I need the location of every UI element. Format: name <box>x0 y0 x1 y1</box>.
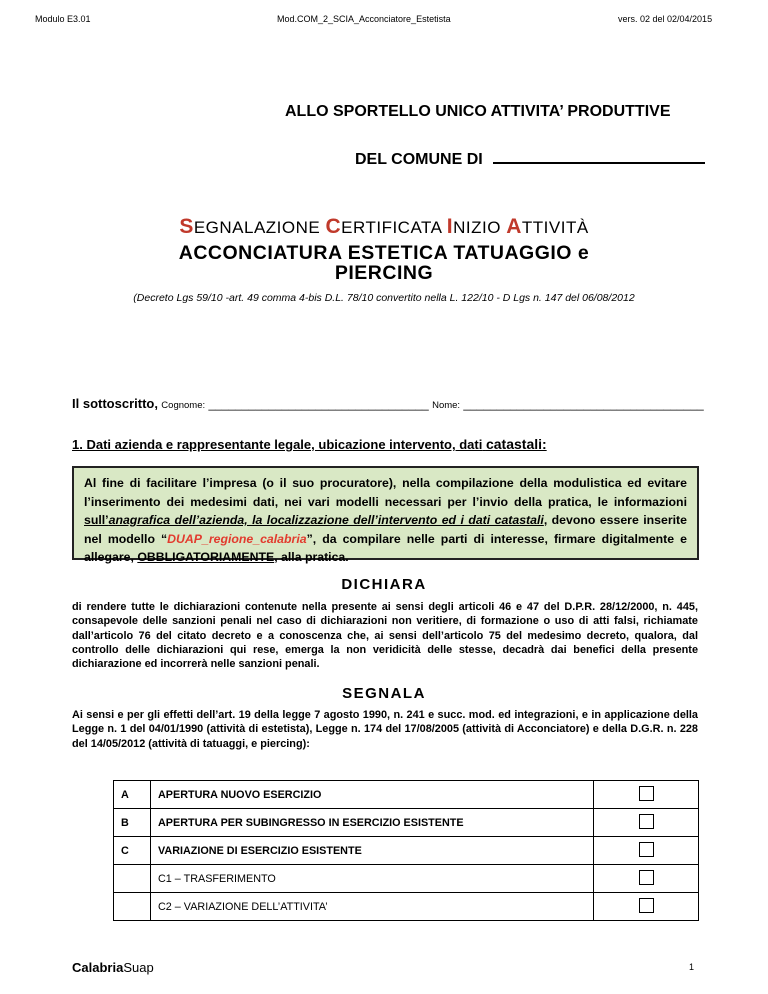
option-c2-checkbox[interactable] <box>639 898 654 913</box>
option-key <box>114 893 151 921</box>
scia-word-4: TTIVITÀ <box>521 218 589 237</box>
info-text-1: Al fine di facilitare l’impresa (o il suo procuratore), nella compilazione della modulistica ed evitare l’inserimento dei medesimi dati, nei vari modelli necessari per l’invio della pratica, le informazioni <box>84 476 687 509</box>
dichiara-text: di rendere tutte le dichiarazioni contenute nella presente ai sensi degli articoli 46 e 47 del D.P.R. 28/12/2000, n. 445, consapevole delle sanzioni penali nel caso di dichiarazioni non veritiere, di formazione o uso di atti falsi, richiamate dall’articolo 76 del citato decreto e a conoscenza che, ai sensi dell’articolo 75 del medesimo decreto, qualora, dal controllo delle dichiarazioni qui rese, emerga la non veridicità delle stesse, decadrà dai benefici della presente dichiarazione ed incorrerà nelle sanzioni penali. <box>72 601 698 671</box>
option-key: A <box>114 781 151 809</box>
activity-title-line-1: ACCONCIATURA ESTETICA TATUAGGIO e <box>178 242 590 264</box>
option-label: C1 – TRASFERIMENTO <box>151 865 594 893</box>
info-text-8: , alla pratica. <box>274 550 349 564</box>
info-text-3: anagrafica dell’azienda, la localizzazione dell’intervento ed i dati catastali <box>108 513 544 527</box>
addressee-line-2 <box>355 148 705 169</box>
info-text-2: sull’ <box>84 513 109 527</box>
option-key: B <box>114 809 151 837</box>
option-label: VARIAZIONE DI ESERCIZIO ESISTENTE <box>151 837 594 865</box>
info-text-mandatory: OBBLIGATORIAMENTE <box>137 550 275 564</box>
option-label: C2 – VARIAZIONE DELL’ATTIVITA’ <box>151 893 594 921</box>
scia-title <box>0 215 768 239</box>
option-row <box>114 893 699 921</box>
decree-reference: (Decreto Lgs 59/10 -art. 49 comma 4-bis D.L. 78/10 convertito nella L. 122/10 - D Lgs n. 147 del 06/08/2012 <box>133 292 635 304</box>
logo-light-text: Suap <box>123 960 154 975</box>
page-number: 1 <box>689 962 695 972</box>
option-b-checkbox[interactable] <box>639 814 654 829</box>
section-1-title-text: 1. Dati azienda e rappresentante legale, ubicazione intervento, dati <box>72 437 483 452</box>
option-key: C <box>114 837 151 865</box>
section-1-title <box>72 436 547 452</box>
scia-initial-s: S <box>179 215 194 238</box>
option-row <box>114 865 699 893</box>
addressee-line-1: ALLO SPORTELLO UNICO ATTIVITA’ PRODUTTIVE <box>285 103 671 120</box>
header-version: vers. 02 del 02/04/2015 <box>618 14 713 24</box>
option-label: APERTURA NUOVO ESERCIZIO <box>151 781 594 809</box>
info-text-6: ”, da compilare nelle parti di interesse, firmare digitalmente e allegare, <box>84 531 687 564</box>
segnala-heading: SEGNALA <box>342 685 426 702</box>
activity-title <box>0 243 768 283</box>
calabria-suap-logo <box>72 960 154 975</box>
surname-field[interactable]: _________________________________ <box>208 397 429 411</box>
scia-initial-a: A <box>506 215 522 238</box>
signer-line <box>72 396 704 411</box>
info-text-4: , devono essere inserite nel modello “ <box>84 513 687 546</box>
option-c1-checkbox[interactable] <box>639 870 654 885</box>
options-table <box>113 780 699 921</box>
comune-blank-field[interactable] <box>493 148 705 164</box>
signer-label: Il sottoscritto, <box>72 396 158 411</box>
name-label: Nome: <box>432 400 461 411</box>
option-row <box>114 781 699 809</box>
surname-label: Cognome: <box>161 400 206 411</box>
option-label: APERTURA PER SUBINGRESSO IN ESERCIZIO ESISTENTE <box>151 809 594 837</box>
scia-initial-c: C <box>325 215 342 238</box>
duap-model-name: DUAP_regione_calabria <box>167 531 307 546</box>
option-row <box>114 809 699 837</box>
scia-word-3: NIZIO <box>453 218 501 237</box>
activity-title-line-2: PIERCING <box>334 262 434 284</box>
info-box <box>72 466 699 564</box>
option-key <box>114 865 151 893</box>
section-1-title-tail: catastali: <box>485 436 547 452</box>
scia-word-2: ERTIFICATA <box>341 218 442 237</box>
scia-initial-i: I <box>446 215 454 238</box>
option-c-checkbox[interactable] <box>639 842 654 857</box>
segnala-text: Ai sensi e per gli effetti dell’art. 19 della legge 7 agosto 1990, n. 241 e succ. mod. ed integrazioni, e in applicazione della Legge n. 1 del 04/01/1990 (attività di estetista), Legge n. 174 del 17/08/2005 (attività di Acconciatore) e della D.G.R. n. 228 del 14/05/2012 (attività di tatuaggi, e piercing): <box>72 709 698 750</box>
dichiara-heading: DICHIARA <box>341 576 427 593</box>
option-row <box>114 837 699 865</box>
addressee-comune-label: DEL COMUNE DI <box>355 151 483 168</box>
option-a-checkbox[interactable] <box>639 786 654 801</box>
scia-word-1: EGNALAZIONE <box>193 218 321 237</box>
header-form-name: Mod.COM_2_SCIA_Acconciatore_Estetista <box>277 14 451 24</box>
name-field[interactable]: ____________________________________ <box>463 397 704 411</box>
logo-bold-text: Calabria <box>72 960 124 975</box>
header-form-code: Modulo E3.01 <box>35 14 91 24</box>
